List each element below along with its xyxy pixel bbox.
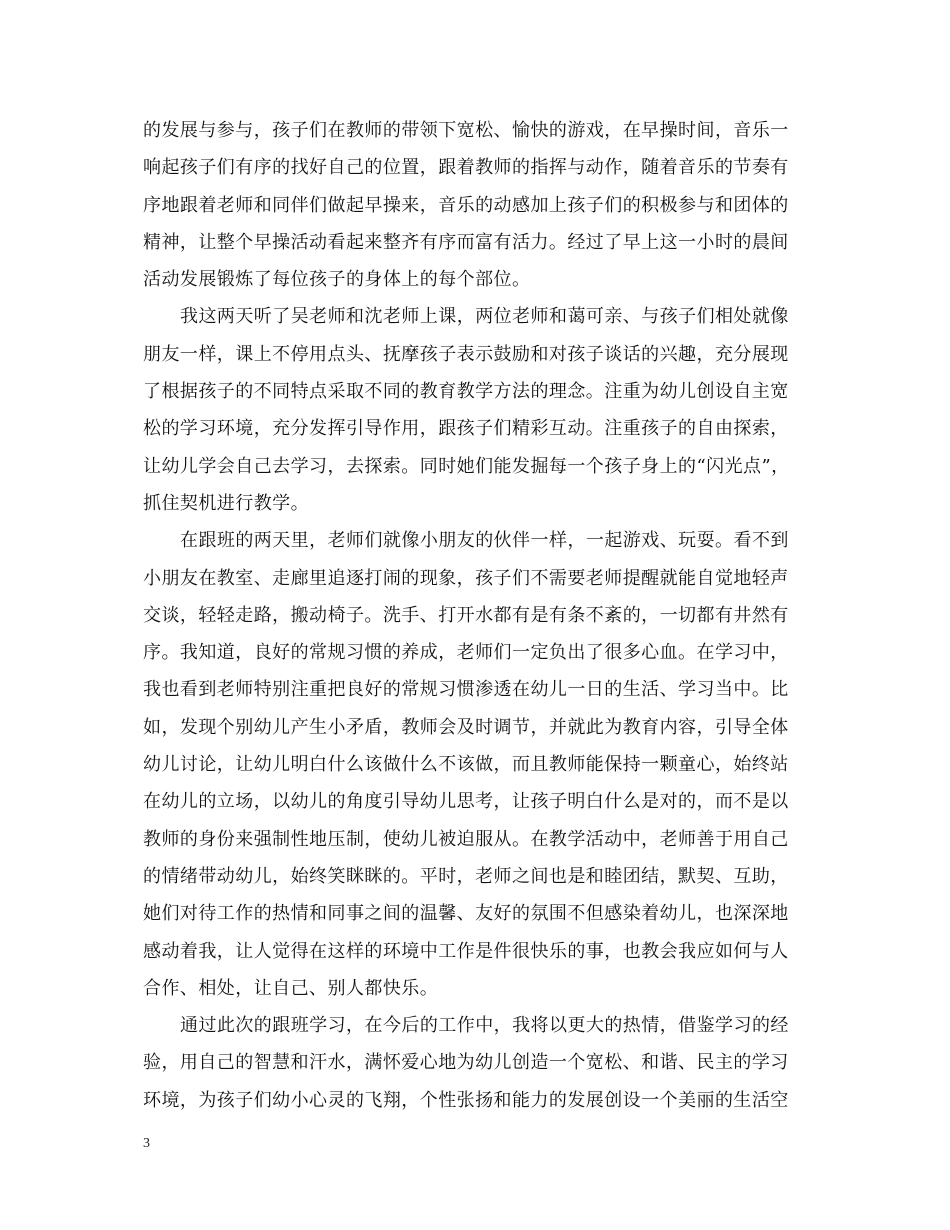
paragraph-2 [143,298,823,522]
text-line: 了根据孩子的不同特点采取不同的教育教学方法的理念。注重为幼儿创设自主宽 [143,381,789,403]
document-body [143,112,823,1119]
text-line: 合作、相处，让自己、别人都快乐。 [143,977,439,999]
text-line: 活动发展锻炼了每位孩子的身体上的每个部位。 [143,269,531,291]
text-line: 响起孩子们有序的找好自己的位置，跟着教师的指挥与动作，随着音乐的节奏有 [143,157,789,179]
text-line: 序。我知道，良好的常规习惯的养成，老师们一定负出了很多心血。在学习中， [143,642,789,664]
text-line: 如，发现个别幼儿产生小矛盾，教师会及时调节，并就此为教育内容，引导全体 [143,716,789,738]
text-line: 小朋友在教室、走廊里追逐打闹的现象，孩子们不需要老师提醒就能自觉地轻声 [143,567,789,589]
text-line: 感动着我，让人觉得在这样的环境中工作是件很快乐的事，也教会我应如何与人 [143,940,789,962]
text-line: 松的学习环境，充分发挥引导作用，跟孩子们精彩互动。注重孩子的自由探索， [143,418,789,440]
text-line: 抓住契机进行教学。 [143,492,310,514]
text-line: 序地跟着老师和同伴们做起早操来，音乐的动感加上孩子们的积极参与和团体的 [143,194,789,216]
text-line: 朋友一样，课上不停用点头、抚摩孩子表示鼓励和对孩子谈话的兴趣，充分展现 [143,343,789,365]
text-line: 我也看到老师特别注重把良好的常规习惯渗透在幼儿一日的生活、学习当中。比 [143,679,789,701]
text-line-indented: 我这两天听了吴老师和沈老师上课，两位老师和蔼可亲、与孩子们相处就像 [180,306,789,328]
text-line-indented: 通过此次的跟班学习，在今后的工作中，我将以更大的热情，借鉴学习的经 [180,1015,789,1037]
page-number: 3 [143,1136,150,1151]
text-line: 精神，让整个早操活动看起来整齐有序而富有活力。经过了早上这一小时的晨间 [143,231,789,253]
text-line: 她们对待工作的热情和同事之间的温馨、友好的氛围不但感染着幼儿，也深深地 [143,903,789,925]
paragraph-3 [143,522,823,1007]
text-line: 的发展与参与，孩子们在教师的带领下宽松、愉快的游戏，在早操时间，音乐一 [143,120,789,141]
text-line: 验，用自己的智慧和汗水，满怀爱心地为幼儿创造一个宽松、和谐、民主的学习 [143,1052,789,1074]
text-line: 在幼儿的立场，以幼儿的角度引导幼儿思考，让孩子明白什么是对的，而不是以 [143,791,789,813]
text-line: 的情绪带动幼儿，始终笑眯眯的。平时，老师之间也是和睦团结，默契、互助， [143,865,789,887]
text-line: 交谈，轻轻走路，搬动椅子。洗手、打开水都有是有条不紊的，一切都有井然有 [143,604,789,626]
text-line: 让幼儿学会自己去学习，去探索。同时她们能发掘每一个孩子身上的“闪光点”， [143,455,790,477]
paragraph-1 [143,112,823,298]
text-line: 幼儿讨论，让幼儿明白什么该做什么不该做，而且教师能保持一颗童心，始终站 [143,754,789,776]
text-line: 教师的身份来强制性地压制，使幼儿被迫服从。在教学活动中，老师善于用自己 [143,828,789,850]
text-line: 环境，为孩子们幼小心灵的飞翔，个性张扬和能力的发展创设一个美丽的生活空 [143,1089,789,1111]
text-line-indented: 在跟班的两天里，老师们就像小朋友的伙伴一样，一起游戏、玩耍。看不到 [180,530,789,552]
paragraph-4 [143,1007,823,1119]
